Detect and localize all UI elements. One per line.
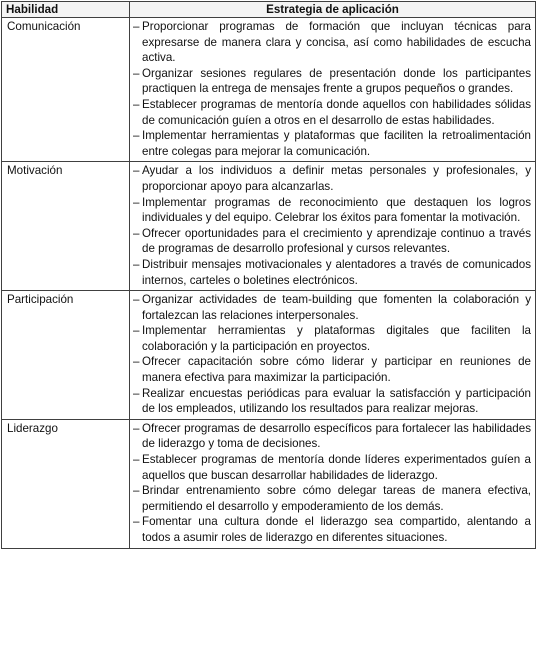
strategies-cell [130,291,536,420]
dash-bullet: – [133,164,140,178]
dash-bullet: – [133,66,140,80]
list-item [133,128,531,159]
skill-cell: Motivación [2,162,130,291]
dash-bullet: – [133,257,140,271]
dash-bullet: – [133,324,140,338]
list-item [133,483,531,514]
dash-bullet: – [133,195,140,209]
list-item [133,19,531,66]
table-row [2,419,536,548]
list-item [133,163,531,194]
skill-cell: Comunicación [2,18,130,162]
strategy-text: Implementar programas de reconocimiento que destaquen los logros individuales y del equipo. Celebrar los éxitos para fomentar la motivación. [142,195,531,225]
table-row [2,291,536,420]
strategy-text: Ofrecer capacitación sobre cómo liderar y participar en reuniones de manera efectiva para maximizar la participación. [142,355,531,385]
strategy-text: Organizar actividades de team-building que fomenten la colaboración y fortalezcan las relaciones interpersonales. [142,293,531,322]
list-item [133,97,531,128]
dash-bullet: – [133,515,140,529]
dash-bullet: – [133,20,140,33]
dash-bullet: – [133,129,140,143]
header-estrategia: Estrategia de aplicación [130,2,536,18]
list-item [133,292,531,323]
list-item [133,195,531,226]
strategy-text: Ayudar a los individuos a definir metas personales y profesionales, y proporcionar apoyo para alcanzarlas. [142,164,531,193]
list-item [133,452,531,483]
strategy-text: Organizar sesiones regulares de presentación donde los participantes practiquen la entrega de mensajes frente a grupos pequeños o grandes. [142,66,531,96]
dash-bullet: – [133,484,140,498]
list-item [133,421,531,452]
list-item [133,226,531,257]
strategy-text: Implementar herramientas y plataformas digitales que faciliten la colaboración y la participación en proyectos. [142,324,531,353]
strategy-text: Distribuir mensajes motivacionales y alentadores a través de comunicados internos, carteles o boletines electrónicos. [142,257,531,287]
dash-bullet: – [133,453,140,467]
strategy-text: Proporcionar programas de formación que incluyan técnicas para expresarse de manera clara y concisa, así como habilidades de escucha activa. [142,20,531,65]
strategy-text: Fomentar una cultura donde el liderazgo sea compartido, alentando a todos a asumir roles de liderazgo en diferentes situaciones. [142,515,531,544]
dash-bullet: – [133,421,140,435]
strategy-table [1,1,536,549]
skill-cell: Participación [2,291,130,420]
table-row [2,18,536,162]
strategy-text: Ofrecer programas de desarrollo específicos para fortalecer las habilidades de liderazgo y toma de decisiones. [142,421,531,451]
dash-bullet: – [133,386,140,400]
strategy-text: Implementar herramientas y plataformas que faciliten la retroalimentación entre colegas para mejorar la comunicación. [142,129,531,158]
list-item [133,514,531,545]
strategy-text: Establecer programas de mentoría donde aquellos con habilidades sólidas de comunicación guíen a otros en el desarrollo de estas habilidades. [142,97,531,127]
strategies-cell [130,162,536,291]
strategy-text: Ofrecer oportunidades para el crecimiento y aprendizaje continuo a través de programas de desarrollo profesional y cursos relevantes. [142,226,531,256]
list-item [133,386,531,417]
strategy-text: Realizar encuestas periódicas para evaluar la satisfacción y participación de los empleados, utilizando los resultados para realizar mejoras. [142,386,531,416]
header-habilidad: Habilidad [2,2,130,18]
dash-bullet: – [133,293,140,307]
strategy-text: Brindar entrenamiento sobre cómo delegar tareas de manera efectiva, permitiendo el desarrollo y empoderamiento de los demás. [142,484,531,513]
list-item [133,66,531,97]
skill-cell: Liderazgo [2,419,130,548]
list-item [133,257,531,288]
dash-bullet: – [133,355,140,369]
strategies-cell [130,419,536,548]
dash-bullet: – [133,97,140,111]
strategies-cell [130,18,536,162]
list-item [133,354,531,385]
list-item [133,323,531,354]
dash-bullet: – [133,226,140,240]
table-row [2,162,536,291]
header-row [2,2,536,18]
strategy-text: Establecer programas de mentoría donde líderes experimentados guíen a aquellos que buscan desarrollar habilidades de liderazgo. [142,453,531,482]
